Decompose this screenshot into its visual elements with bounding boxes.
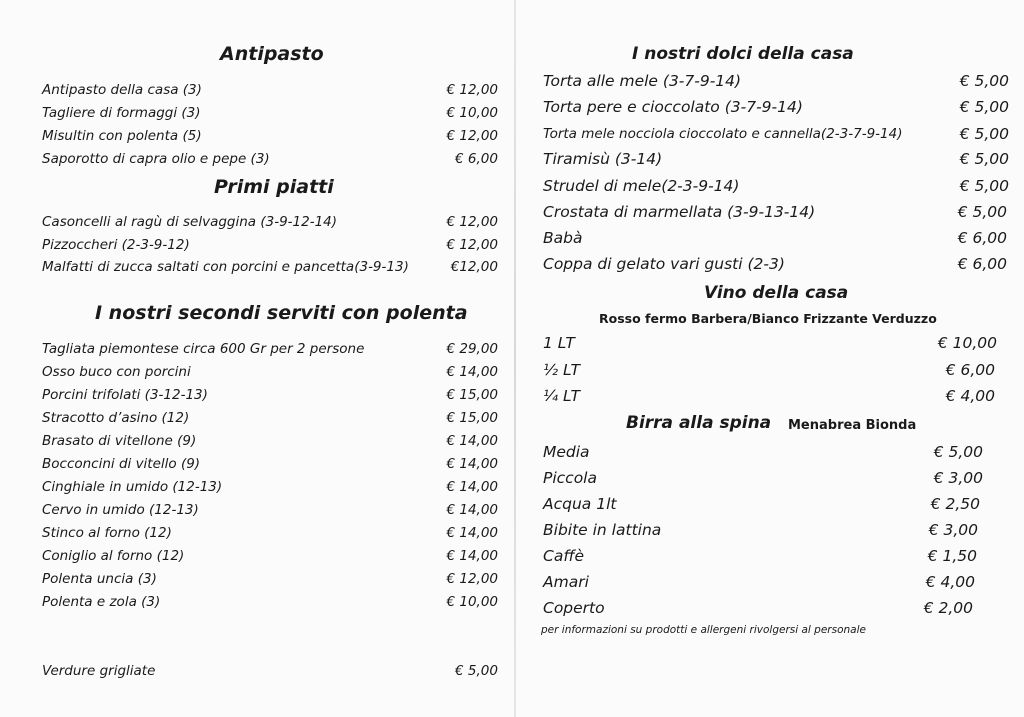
item-name: Torta mele nocciola cioccolato e cannella(2-3-7-9-14)	[543, 126, 903, 142]
item-name: Coppa di gelato vari gusti (2-3)	[543, 255, 785, 273]
menu-item	[543, 383, 995, 409]
item-price: € 5,00	[959, 177, 1009, 195]
primi-heading: Primi piatti	[214, 176, 334, 198]
item-name: Amari	[543, 573, 589, 591]
item-price: € 14,00	[446, 548, 498, 564]
menu-item	[543, 173, 1009, 199]
item-price: € 10,00	[446, 105, 498, 121]
birra-heading: Birra alla spina	[626, 413, 772, 433]
item-name: Polenta e zola (3)	[42, 594, 161, 610]
birra-brand: Menabrea Bionda	[788, 418, 917, 433]
menu-item	[543, 543, 977, 569]
page-fold	[514, 0, 516, 717]
item-name: ¼ LT	[543, 387, 581, 405]
item-name: Acqua 1lt	[543, 495, 617, 513]
menu-item	[543, 491, 980, 517]
item-price: € 5,00	[933, 443, 983, 461]
item-name: Cinghiale in umido (12-13)	[42, 479, 223, 495]
item-name: Strudel di mele(2-3-9-14)	[543, 177, 740, 195]
item-price: € 3,00	[928, 521, 978, 539]
item-price: € 14,00	[446, 456, 498, 472]
item-name: Cervo in umido (12-13)	[42, 502, 199, 518]
item-name: Piccola	[543, 469, 597, 487]
menu-item	[543, 465, 983, 491]
item-name: Antipasto della casa (3)	[42, 82, 202, 98]
item-name: Brasato di vitellone (9)	[42, 433, 197, 449]
item-price: € 12,00	[446, 214, 498, 230]
item-name: Porcini trifolati (3-12-13)	[42, 387, 208, 403]
item-name: Crostata di marmellata (3-9-13-14)	[543, 203, 816, 221]
menu-item	[543, 357, 995, 383]
item-name: Misultin con polenta (5)	[42, 128, 202, 144]
menu-item	[543, 517, 978, 543]
secondi-heading: I nostri secondi serviti con polenta	[95, 302, 468, 324]
item-price: € 6,00	[945, 361, 995, 379]
item-price: € 6,00	[957, 255, 1007, 273]
item-price: € 10,00	[937, 334, 997, 352]
menu-item	[543, 569, 975, 595]
item-price: € 12,00	[446, 82, 498, 98]
item-name: Torta pere e cioccolato (3-7-9-14)	[543, 98, 803, 116]
menu-item	[42, 499, 498, 521]
item-name: Babà	[543, 229, 583, 247]
vino-subtitle: Rosso fermo Barbera/Bianco Frizzante Verduzzo	[599, 311, 937, 326]
item-price: € 14,00	[446, 525, 498, 541]
item-name: Coniglio al forno (12)	[42, 548, 185, 564]
item-price: € 2,00	[923, 599, 973, 617]
item-name: Polenta uncia (3)	[42, 571, 157, 587]
item-name: Torta alle mele (3-7-9-14)	[543, 72, 742, 90]
item-name: Stracotto d’asino (12)	[42, 410, 190, 426]
item-name: 1 LT	[543, 334, 575, 352]
menu-item	[42, 545, 498, 567]
menu-item-verdure	[42, 660, 498, 682]
item-price: € 12,00	[446, 237, 498, 253]
item-price: € 5,00	[959, 150, 1009, 168]
menu-item	[543, 595, 973, 621]
item-price: € 14,00	[446, 502, 498, 518]
item-price: € 15,00	[446, 410, 498, 426]
item-name: Malfatti di zucca saltati con porcini e pancetta(3-9-13)	[42, 259, 409, 275]
menu-item	[42, 384, 498, 406]
item-name: Bibite in lattina	[543, 521, 662, 539]
item-price: € 6,00	[957, 229, 1007, 247]
menu-item	[42, 522, 498, 544]
item-price: € 6,00	[455, 151, 498, 167]
menu-item	[543, 225, 1007, 251]
menu-item	[42, 338, 498, 360]
item-price: € 1,50	[927, 547, 977, 565]
item-price: € 10,00	[446, 594, 498, 610]
menu-item	[543, 68, 1009, 94]
item-name: Tagliere di formaggi (3)	[42, 105, 201, 121]
item-name: Caffè	[543, 547, 585, 565]
menu-item	[543, 439, 983, 465]
item-name: Coperto	[543, 599, 605, 617]
vino-heading: Vino della casa	[704, 283, 849, 303]
item-price: € 12,00	[446, 571, 498, 587]
menu-item	[42, 148, 498, 170]
menu-item	[543, 146, 1009, 172]
menu-item	[543, 199, 1007, 225]
item-name: Osso buco con porcini	[42, 364, 191, 380]
menu-item	[42, 591, 498, 613]
item-price: € 12,00	[446, 128, 498, 144]
item-price: € 14,00	[446, 479, 498, 495]
item-price: € 3,00	[933, 469, 983, 487]
item-price: € 5,00	[959, 72, 1009, 90]
item-price: € 14,00	[446, 364, 498, 380]
menu-item	[42, 361, 498, 383]
item-price: € 5,00	[455, 663, 498, 679]
menu-item	[42, 102, 498, 124]
item-name: Tiramisù (3-14)	[543, 150, 663, 168]
menu-item	[42, 79, 498, 101]
menu-item	[543, 251, 1007, 277]
item-price: € 15,00	[446, 387, 498, 403]
item-price: € 29,00	[446, 341, 498, 357]
item-name: Tagliata piemontese circa 600 Gr per 2 persone	[42, 341, 365, 357]
item-price: € 2,50	[930, 495, 980, 513]
menu-item	[42, 568, 498, 590]
item-price: €12,00	[450, 259, 498, 275]
item-name: Casoncelli al ragù di selvaggina (3-9-12-14)	[42, 214, 338, 230]
item-name: Saporotto di capra olio e pepe (3)	[42, 151, 270, 167]
item-price: € 14,00	[446, 433, 498, 449]
menu-item	[42, 430, 498, 452]
menu-item	[543, 330, 997, 356]
menu-item	[42, 234, 498, 256]
menu-item	[543, 94, 1009, 120]
item-name: Bocconcini di vitello (9)	[42, 456, 201, 472]
menu-item	[543, 121, 1009, 147]
item-name: Stinco al forno (12)	[42, 525, 172, 541]
menu-item	[42, 125, 498, 147]
item-name: Verdure grigliate	[42, 663, 156, 679]
item-price: € 5,00	[959, 125, 1009, 143]
item-name: Pizzoccheri (2-3-9-12)	[42, 237, 190, 253]
menu-item	[42, 256, 498, 278]
item-price: € 4,00	[925, 573, 975, 591]
item-price: € 4,00	[945, 387, 995, 405]
item-price: € 5,00	[959, 98, 1009, 116]
menu-item	[42, 407, 498, 429]
allergen-note: per informazioni su prodotti e allergeni rivolgersi al personale	[541, 624, 866, 636]
menu-item	[42, 453, 498, 475]
item-name: ½ LT	[543, 361, 581, 379]
dolci-heading: I nostri dolci della casa	[632, 44, 854, 64]
item-name: Media	[543, 443, 590, 461]
antipasto-heading: Antipasto	[220, 43, 324, 65]
item-price: € 5,00	[957, 203, 1007, 221]
menu-item	[42, 476, 498, 498]
menu-item	[42, 211, 498, 233]
